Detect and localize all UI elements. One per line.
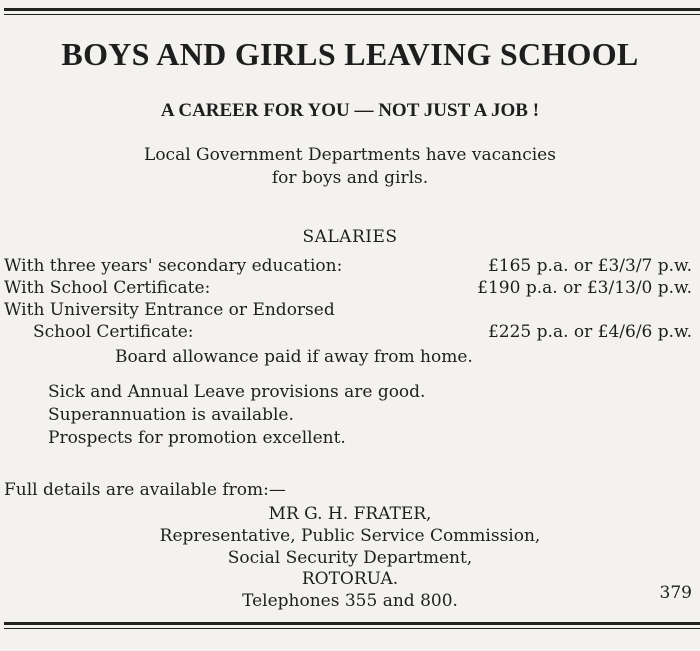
contact-name: MR G. H. FRATER, [268, 504, 432, 524]
bottom-rule-thin [4, 628, 700, 629]
ad-number: 379 [659, 583, 692, 603]
salary-label-4: School Certificate: [33, 322, 194, 342]
bottom-rule-thick [4, 622, 700, 625]
ad-title: BOYS AND GIRLS LEAVING SCHOOL [61, 36, 639, 72]
salary-label-3: With University Entrance or Endorsed [4, 300, 335, 320]
contact-city: ROTORUA. [301, 569, 399, 589]
board-allowance: Board allowance paid if away from home. [115, 347, 473, 367]
contact-department: Social Security Department, [227, 548, 473, 568]
salary-value-2: £190 p.a. or £3/13/0 p.w. [477, 278, 692, 298]
salary-label-2: With School Certificate: [4, 278, 211, 298]
intro-line-2: for boys and girls. [271, 168, 429, 188]
salaries-heading: SALARIES [302, 227, 398, 247]
benefit-2: Superannuation is available. [48, 405, 294, 425]
ad-subtitle: A CAREER FOR YOU — NOT JUST A JOB ! [160, 100, 540, 121]
salary-value-1: £165 p.a. or £3/3/7 p.w. [487, 256, 692, 276]
benefit-3: Prospects for promotion excellent. [48, 428, 346, 448]
salary-value-4: £225 p.a. or £4/6/6 p.w. [487, 322, 692, 342]
intro-line-1: Local Government Departments have vacancies [144, 145, 556, 165]
salary-label-1: With three years' secondary education: [4, 256, 343, 276]
contact-position: Representative, Public Service Commission, [159, 526, 541, 546]
top-rule-thin [4, 14, 700, 15]
contact-phone: Telephones 355 and 800. [242, 591, 458, 611]
benefit-1: Sick and Annual Leave provisions are good. [48, 382, 426, 402]
top-rule-thick [4, 8, 700, 11]
contact-intro: Full details are available from:— [4, 480, 286, 500]
